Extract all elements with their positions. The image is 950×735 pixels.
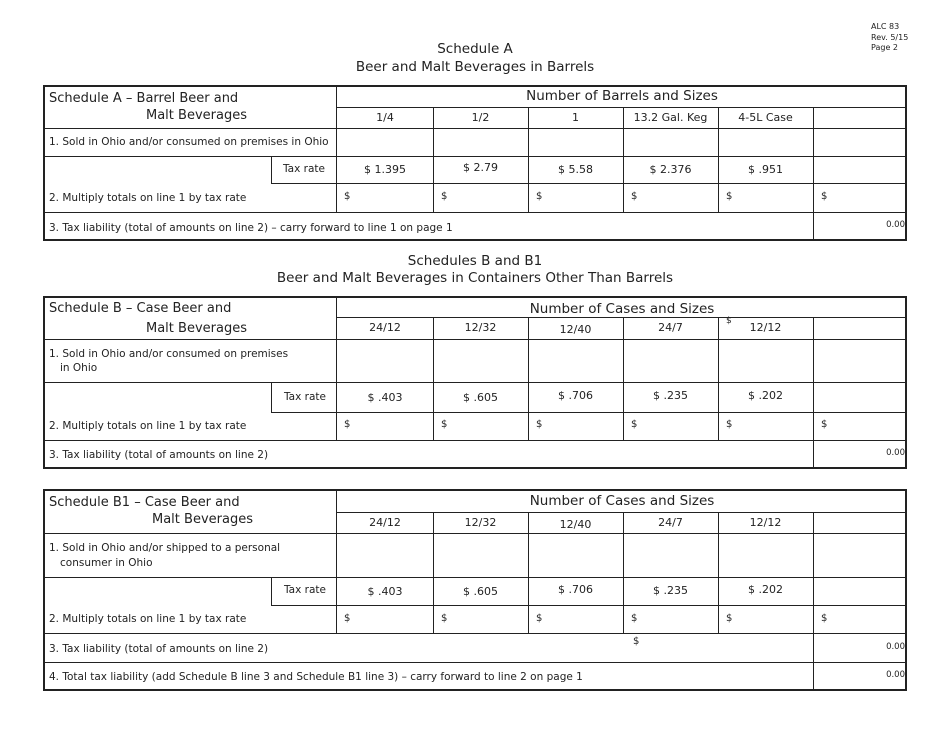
schedule-b-line2-label: 2. Multiply totals on line 1 by tax rate [49, 420, 247, 432]
tax-rate-value: $ 1.395 [364, 163, 406, 176]
schedule-a-subheading: Beer and Malt Beverages in Barrels [355, 59, 595, 75]
schedule-b-table [43, 296, 907, 469]
schedule-b1-title-line2: Malt Beverages [152, 512, 253, 527]
column-header: 12/32 [464, 321, 497, 334]
schedule-a-table [43, 85, 907, 241]
column-header: 24/7 [658, 516, 683, 529]
schedule-a-group-header: Number of Barrels and Sizes [526, 88, 718, 104]
tax-rate-value: $ .235 [653, 584, 688, 597]
schedule-a-line3-label: 3. Tax liability (total of amounts on line 2) – carry forward to line 1 on page 1 [49, 222, 453, 234]
tax-rate-value: $ .951 [748, 163, 783, 176]
quantity-input-b-24-12[interactable] [337, 340, 433, 382]
quantity-input-b1-12-40[interactable] [529, 534, 623, 577]
tax-rate-value: $ .605 [463, 585, 498, 598]
tax-rate-label: Tax rate [284, 584, 326, 596]
dollar-sign: $ [821, 191, 828, 202]
column-header: 1/2 [471, 111, 490, 124]
schedule-b-line3-label: 3. Tax liability (total of amounts on line 2) [49, 449, 269, 461]
schedule-b-line1-label-cont: in Ohio [60, 362, 98, 374]
schedule-b1-group-header: Number of Cases and Sizes [529, 493, 715, 509]
quantity-input-b-12-32[interactable] [434, 340, 528, 382]
schedule-b1-line1-label: 1. Sold in Ohio and/or shipped to a personal [49, 542, 281, 554]
schedule-a-tax-liability-total: 0.00 [886, 220, 905, 230]
schedule-b1-title-line1: Schedule B1 – Case Beer and [49, 495, 240, 510]
dollar-sign: $ [441, 191, 448, 202]
tax-rate-value: $ 2.376 [649, 163, 692, 176]
dollar-sign: $ [344, 613, 351, 624]
schedule-b-group-header: Number of Cases and Sizes [529, 301, 715, 317]
tax-rate-value: $ .403 [367, 585, 403, 598]
schedule-b-tax-liability-total: 0.00 [886, 448, 905, 458]
schedule-a-line1-label: 1. Sold in Ohio and/or consumed on premises in Ohio [49, 136, 329, 148]
total-tax-liability: 0.00 [886, 670, 905, 680]
column-header: 24/7 [658, 321, 683, 334]
column-header: 13.2 Gal. Keg [633, 111, 708, 124]
column-header: 1 [572, 111, 579, 124]
schedule-a-title-line1: Schedule A – Barrel Beer and [49, 91, 239, 106]
quantity-input-b1-extra[interactable] [814, 534, 907, 577]
dollar-sign: $ [821, 613, 828, 624]
quantity-input-a-1-2[interactable] [434, 129, 528, 156]
column-header: 12/12 [749, 321, 782, 334]
schedule-b-subheading: Beer and Malt Beverages in Containers Other Than Barrels [276, 270, 674, 286]
schedule-b-line1-label: 1. Sold in Ohio and/or consumed on premises [49, 348, 289, 360]
schedule-b1-line4-label: 4. Total tax liability (add Schedule B line 3 and Schedule B1 line 3) – carry forward to line 2 on page 1 [49, 671, 583, 683]
column-header: 24/12 [369, 516, 401, 529]
tax-rate-value: $ .202 [748, 583, 783, 596]
dollar-sign: $ [344, 191, 351, 202]
tax-rate-value: $ .202 [748, 389, 783, 402]
tax-rate-value: $ .605 [463, 391, 498, 404]
quantity-input-b-extra[interactable] [814, 340, 907, 382]
quantity-input-a-case[interactable] [719, 129, 813, 156]
dollar-sign: $ [536, 419, 543, 430]
quantity-input-b1-12-32[interactable] [434, 534, 528, 577]
quantity-input-b1-24-12[interactable] [337, 534, 433, 577]
tax-rate-value: $ .706 [558, 583, 593, 596]
schedule-a-title-line2: Malt Beverages [146, 108, 247, 123]
column-header: 4-5L Case [738, 111, 793, 124]
schedule-b1-tax-liability-total: 0.00 [886, 642, 905, 652]
dollar-sign: $ [726, 419, 733, 430]
quantity-input-b-12-12[interactable] [719, 340, 813, 382]
tax-rate-value: $ 2.79 [463, 161, 498, 174]
dollar-sign: $ [631, 191, 638, 202]
schedule-a-line2-label: 2. Multiply totals on line 1 by tax rate [49, 192, 247, 204]
tax-rate-value: $ .403 [367, 391, 403, 404]
dollar-sign: $ [631, 613, 638, 624]
schedule-b-heading: Schedules B and B1 [407, 253, 543, 269]
quantity-input-b-24-7[interactable] [624, 340, 718, 382]
tax-rate-value: $ .235 [653, 389, 688, 402]
schedule-b1-table [43, 489, 907, 691]
schedule-b-title-line2: Malt Beverages [146, 321, 247, 336]
column-header: 1/4 [376, 111, 394, 124]
dollar-sign: $ [631, 419, 638, 430]
quantity-input-a-1-4[interactable] [337, 129, 433, 156]
quantity-input-a-1[interactable] [529, 129, 623, 156]
dollar-sign: $ [536, 191, 543, 202]
dollar-sign: $ [441, 613, 448, 624]
dollar-sign: $ [344, 419, 351, 430]
quantity-input-b1-12-12[interactable] [719, 534, 813, 577]
tax-rate-value: $ 5.58 [558, 163, 593, 176]
dollar-sign: $ [726, 613, 733, 624]
dollar-sign: $ [821, 419, 828, 430]
dollar-sign: $ [633, 636, 640, 647]
dollar-sign: $ [726, 191, 733, 202]
tax-rate-value: $ .706 [558, 389, 593, 402]
column-header: 12/32 [464, 516, 497, 529]
form-revision: Rev. 5/15 [871, 32, 909, 42]
schedule-b1-line3-label: 3. Tax liability (total of amounts on line 2) [49, 643, 269, 655]
form-id: ALC 83 [871, 22, 900, 31]
page-number: Page 2 [871, 43, 898, 52]
schedule-a-heading: Schedule A [437, 41, 513, 57]
schedule-b-title-line1: Schedule B – Case Beer and [49, 301, 232, 316]
column-header: 12/40 [559, 323, 592, 336]
dollar-sign: $ [726, 316, 732, 326]
quantity-input-a-extra[interactable] [814, 129, 907, 156]
column-header: 24/12 [369, 321, 401, 334]
quantity-input-b-12-40[interactable] [529, 340, 623, 382]
schedule-b1-line2-label: 2. Multiply totals on line 1 by tax rate [49, 613, 247, 625]
column-header: 12/40 [559, 518, 592, 531]
column-header: 12/12 [749, 516, 782, 529]
tax-rate-label: Tax rate [284, 391, 326, 403]
tax-rate-label: Tax rate [283, 163, 325, 175]
quantity-input-b1-24-7[interactable] [624, 534, 718, 577]
dollar-sign: $ [536, 613, 543, 624]
quantity-input-a-keg[interactable] [624, 129, 718, 156]
dollar-sign: $ [441, 419, 448, 430]
schedule-b1-line1-label-cont: consumer in Ohio [60, 557, 153, 569]
